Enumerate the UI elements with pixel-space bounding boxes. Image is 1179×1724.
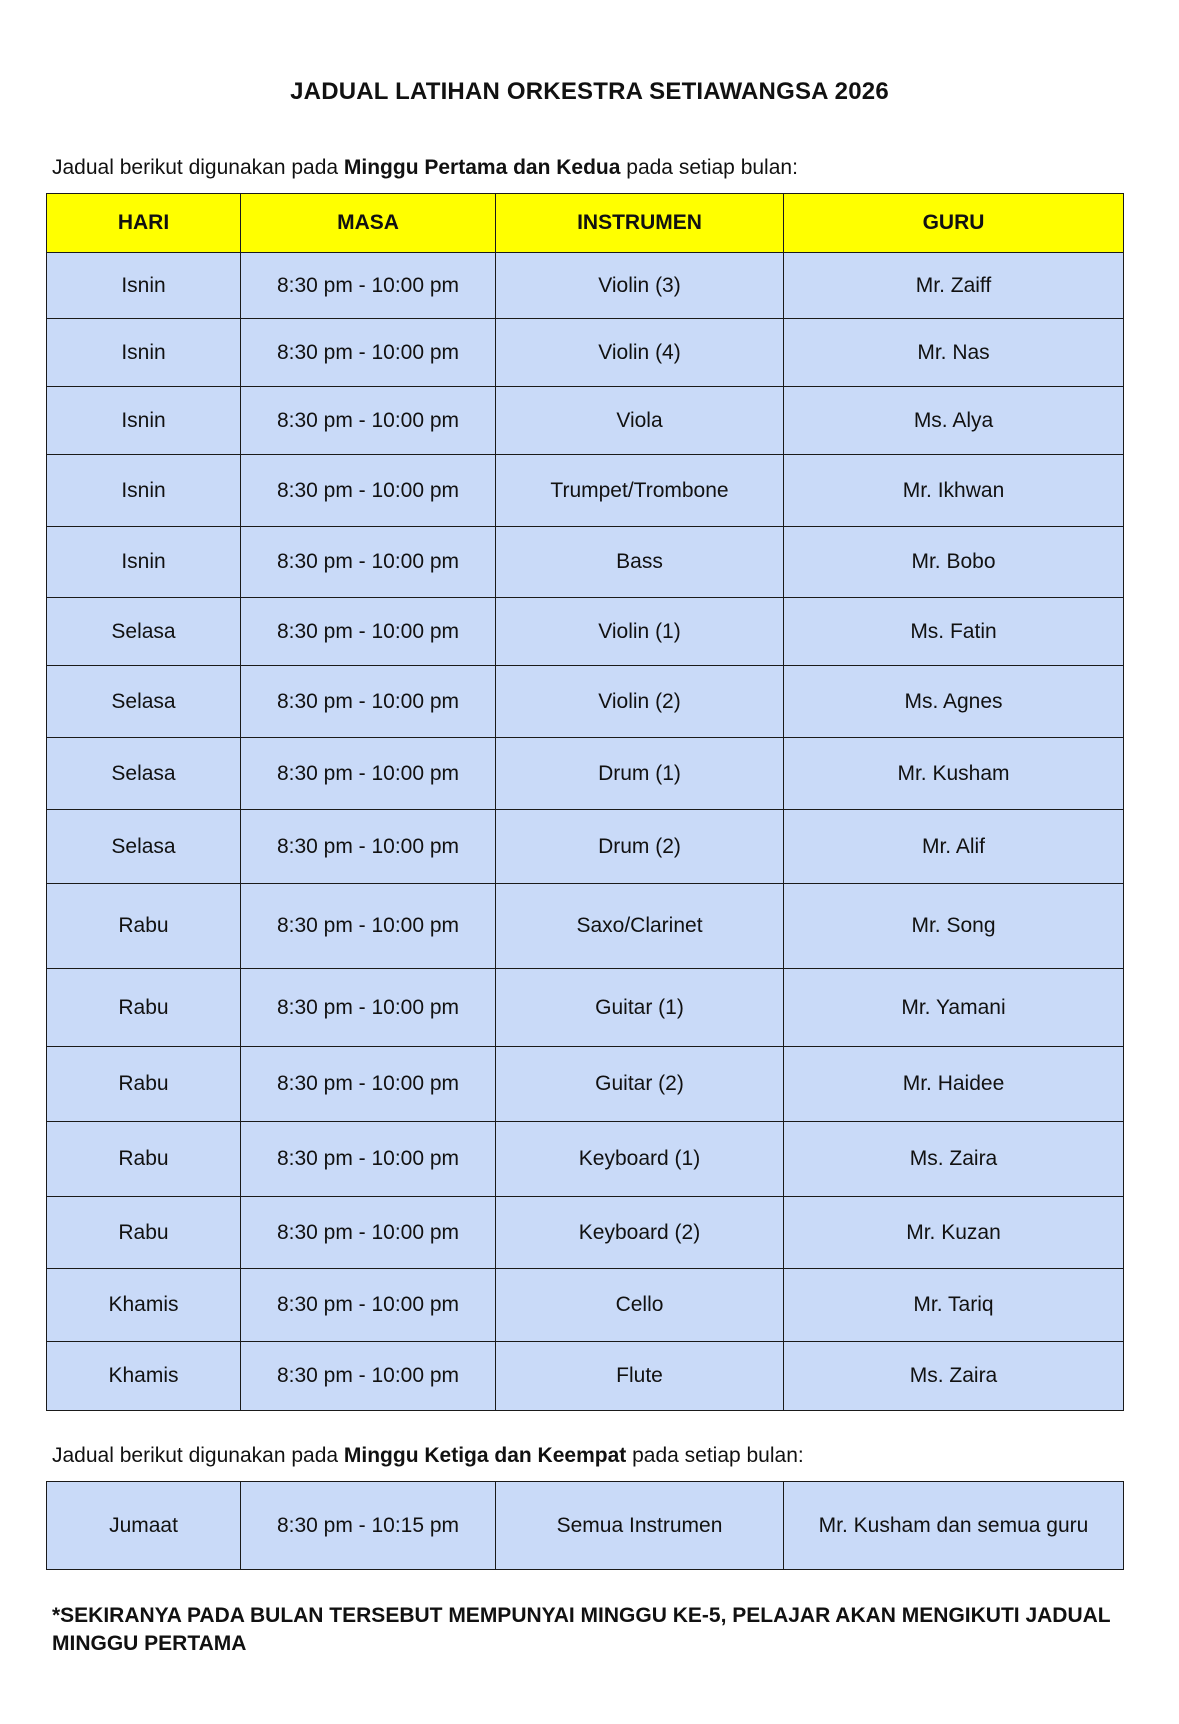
- cell-hari: Isnin: [47, 387, 241, 455]
- table-row: [47, 455, 1124, 527]
- cell-hari: Selasa: [47, 598, 241, 666]
- table-row: [47, 666, 1124, 738]
- cell-hari: Jumaat: [47, 1482, 241, 1570]
- cell-guru: Mr. Nas: [784, 319, 1124, 387]
- table-row: [47, 1047, 1124, 1122]
- cell-instrumen: Guitar (2): [496, 1047, 784, 1122]
- column-header-masa: MASA: [241, 194, 496, 253]
- cell-instrumen: Bass: [496, 527, 784, 598]
- intro-text: pada setiap bulan:: [626, 1444, 804, 1467]
- table-row: [47, 1482, 1124, 1570]
- cell-instrumen: Violin (3): [496, 253, 784, 319]
- cell-hari: Isnin: [47, 455, 241, 527]
- table-row: [47, 738, 1124, 810]
- table-row: [47, 1342, 1124, 1411]
- cell-guru: Mr. Kusham: [784, 738, 1124, 810]
- table-row: [47, 598, 1124, 666]
- cell-hari: Rabu: [47, 1197, 241, 1269]
- cell-masa: 8:30 pm - 10:00 pm: [241, 455, 496, 527]
- table-header-row: [47, 194, 1124, 253]
- table-row: [47, 319, 1124, 387]
- cell-guru: Ms. Fatin: [784, 598, 1124, 666]
- table-row: [47, 253, 1124, 319]
- table-row: [47, 810, 1124, 884]
- cell-hari: Isnin: [47, 253, 241, 319]
- cell-masa: 8:30 pm - 10:00 pm: [241, 1269, 496, 1342]
- cell-masa: 8:30 pm - 10:00 pm: [241, 1122, 496, 1197]
- cell-instrumen: Saxo/Clarinet: [496, 884, 784, 969]
- cell-hari: Rabu: [47, 884, 241, 969]
- intro-week-3-4: [52, 1444, 804, 1468]
- cell-masa: 8:30 pm - 10:00 pm: [241, 738, 496, 810]
- cell-guru: Mr. Tariq: [784, 1269, 1124, 1342]
- cell-hari: Rabu: [47, 1047, 241, 1122]
- schedule-table-week-1-2: [46, 193, 1124, 1411]
- cell-hari: Rabu: [47, 969, 241, 1047]
- cell-guru: Mr. Song: [784, 884, 1124, 969]
- cell-guru: Ms. Zaira: [784, 1342, 1124, 1411]
- cell-guru: Mr. Alif: [784, 810, 1124, 884]
- cell-hari: Khamis: [47, 1342, 241, 1411]
- cell-hari: Selasa: [47, 810, 241, 884]
- cell-instrumen: Cello: [496, 1269, 784, 1342]
- table-row: [47, 387, 1124, 455]
- cell-instrumen: Flute: [496, 1342, 784, 1411]
- cell-guru: Mr. Kusham dan semua guru: [784, 1482, 1124, 1570]
- intro-week-1-2: [52, 156, 798, 180]
- cell-hari: Isnin: [47, 319, 241, 387]
- cell-instrumen: Violin (1): [496, 598, 784, 666]
- cell-masa: 8:30 pm - 10:00 pm: [241, 969, 496, 1047]
- cell-instrumen: Keyboard (2): [496, 1197, 784, 1269]
- schedule-table-week-3-4: [46, 1481, 1124, 1570]
- intro-text: Jadual berikut digunakan pada: [52, 156, 344, 179]
- column-header-instrumen: INSTRUMEN: [496, 194, 784, 253]
- cell-masa: 8:30 pm - 10:00 pm: [241, 319, 496, 387]
- cell-hari: Rabu: [47, 1122, 241, 1197]
- intro-text: Jadual berikut digunakan pada: [52, 1444, 344, 1467]
- intro-emphasis: Minggu Pertama dan Kedua: [343, 156, 621, 179]
- cell-masa: 8:30 pm - 10:00 pm: [241, 810, 496, 884]
- cell-masa: 8:30 pm - 10:00 pm: [241, 1342, 496, 1411]
- cell-masa: 8:30 pm - 10:00 pm: [241, 1047, 496, 1122]
- cell-hari: Selasa: [47, 738, 241, 810]
- cell-guru: Ms. Alya: [784, 387, 1124, 455]
- cell-instrumen: Violin (4): [496, 319, 784, 387]
- cell-guru: Mr. Kuzan: [784, 1197, 1124, 1269]
- column-header-guru: GURU: [784, 194, 1124, 253]
- intro-text: pada setiap bulan:: [620, 156, 798, 179]
- page-title: JADUAL LATIHAN ORKESTRA SETIAWANGSA 2026: [290, 78, 889, 105]
- intro-emphasis: Minggu Ketiga dan Keempat: [343, 1444, 627, 1467]
- cell-masa: 8:30 pm - 10:00 pm: [241, 884, 496, 969]
- cell-guru: Ms. Agnes: [784, 666, 1124, 738]
- cell-instrumen: Viola: [496, 387, 784, 455]
- table-row: [47, 884, 1124, 969]
- table-row: [47, 1269, 1124, 1342]
- cell-instrumen: Trumpet/Trombone: [496, 455, 784, 527]
- cell-masa: 8:30 pm - 10:00 pm: [241, 1197, 496, 1269]
- column-header-hari: HARI: [47, 194, 241, 253]
- cell-guru: Mr. Zaiff: [784, 253, 1124, 319]
- cell-guru: Ms. Zaira: [784, 1122, 1124, 1197]
- cell-guru: Mr. Bobo: [784, 527, 1124, 598]
- cell-instrumen: Violin (2): [496, 666, 784, 738]
- table-row: [47, 1122, 1124, 1197]
- footnote: *SEKIRANYA PADA BULAN TERSEBUT MEMPUNYAI MINGGU KE-5, PELAJAR AKAN MENGIKUTI JADUAL MINGGU PERTAMA: [52, 1604, 1111, 1655]
- cell-guru: Mr. Ikhwan: [784, 455, 1124, 527]
- cell-instrumen: Guitar (1): [496, 969, 784, 1047]
- cell-masa: 8:30 pm - 10:00 pm: [241, 598, 496, 666]
- table-row: [47, 527, 1124, 598]
- cell-hari: Khamis: [47, 1269, 241, 1342]
- cell-masa: 8:30 pm - 10:15 pm: [241, 1482, 496, 1570]
- cell-hari: Selasa: [47, 666, 241, 738]
- cell-guru: Mr. Haidee: [784, 1047, 1124, 1122]
- cell-masa: 8:30 pm - 10:00 pm: [241, 527, 496, 598]
- cell-instrumen: Keyboard (1): [496, 1122, 784, 1197]
- table-row: [47, 1197, 1124, 1269]
- cell-instrumen: Semua Instrumen: [496, 1482, 784, 1570]
- cell-guru: Mr. Yamani: [784, 969, 1124, 1047]
- cell-hari: Isnin: [47, 527, 241, 598]
- cell-masa: 8:30 pm - 10:00 pm: [241, 387, 496, 455]
- cell-masa: 8:30 pm - 10:00 pm: [241, 253, 496, 319]
- cell-instrumen: Drum (1): [496, 738, 784, 810]
- cell-instrumen: Drum (2): [496, 810, 784, 884]
- table-row: [47, 969, 1124, 1047]
- cell-masa: 8:30 pm - 10:00 pm: [241, 666, 496, 738]
